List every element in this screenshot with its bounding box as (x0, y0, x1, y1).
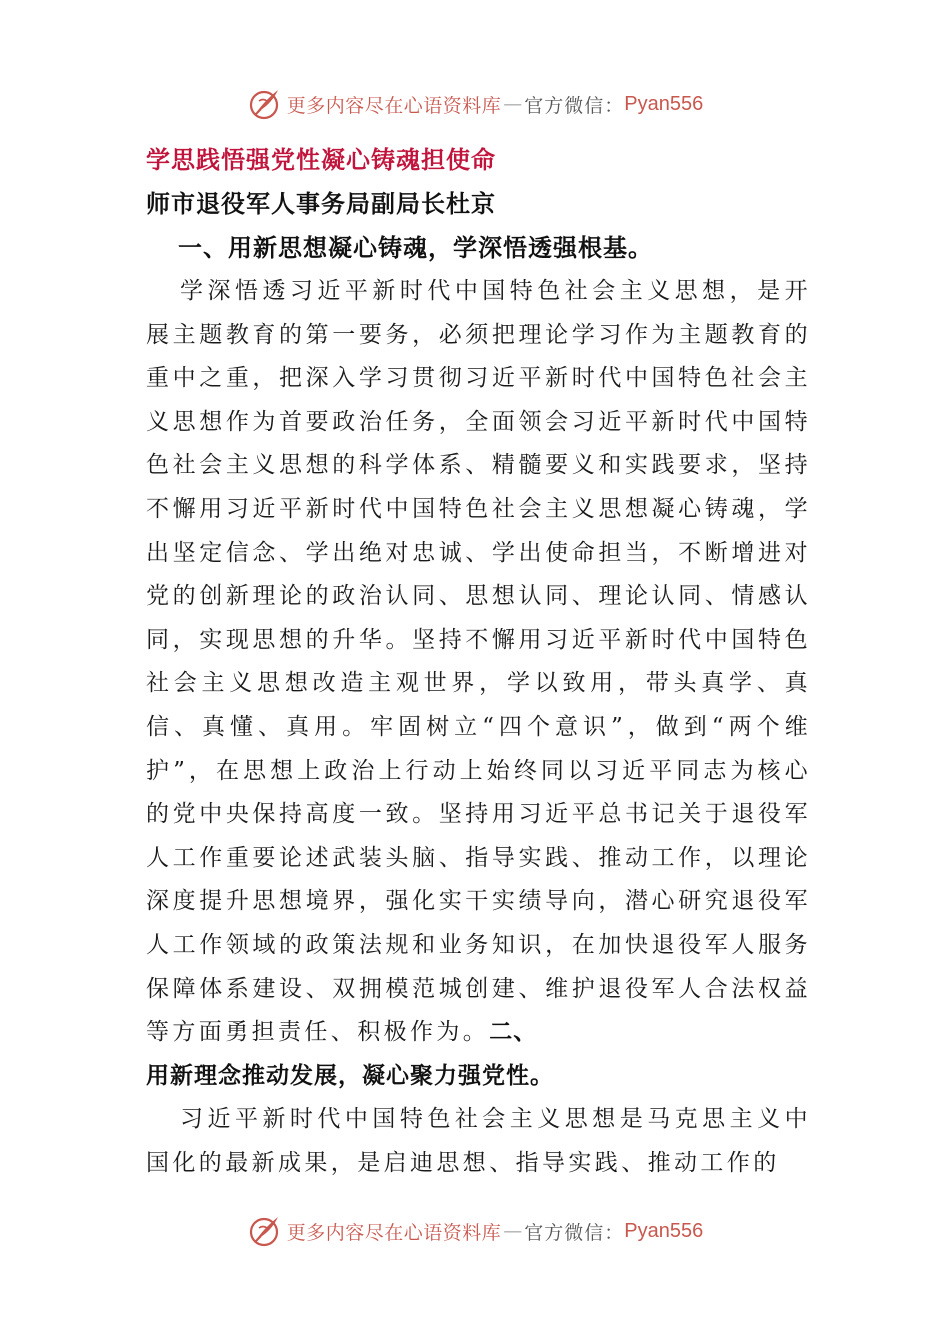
banner-wechat-id: Pyan556 (624, 1219, 704, 1242)
banner-dash: — (503, 1220, 523, 1242)
quill-logo-icon (247, 86, 283, 122)
banner-wechat-id: Pyan556 (624, 92, 704, 115)
header-banner (0, 84, 950, 124)
section2-heading-number: 二、 (489, 1019, 538, 1046)
author-line: 师市退役军人事务局副局长杜京 (146, 190, 496, 218)
section2-heading-line (146, 1055, 811, 1099)
section1-heading: 一、用新思想凝心铸魂，学深悟透强根基。 (178, 234, 653, 262)
banner-site-text: 更多内容尽在心语资料库 (286, 1221, 502, 1244)
banner-wechat-label: 官方微信： (524, 1221, 625, 1244)
document-body (146, 138, 811, 1185)
banner-site-text: 更多内容尽在心语资料库 (286, 94, 502, 117)
footer-banner (0, 1211, 950, 1251)
banner-dash: — (503, 93, 523, 115)
banner-wechat-label: 官方微信： (524, 94, 625, 117)
section1-paragraph-text: 学深悟透习近平新时代中国特色社会主义思想，是开展主题教育的第一要务，必须把理论学习作为主题教育的重中之重，把深入学习贯彻习近平新时代中国特色社会主义思想作为首要政治任务，全面领会习近平新时代中国特色社会主义思想的科学体系、精髓要义和实践要求，坚持不懈用习近平新时代中国特色社会主义思想凝心铸魂，学出坚定信念、学出绝对忠诚、学出使命担当，不断增进对党的创新理论的政治认同、思想认同、理论认同、情感认同，实现思想的升华。坚持不懈用习近平新时代中国特色社会主义思想改造主观世界，学以致用，带头真学、真信、真懂、真用。牢固树立“四个意识”，做到“两个维护”，在思想上政治上行动上始终同以习近平同志为核心的党中央保持高度一致。坚持用习近平总书记关于退役军人工作重要论述武装头脑、指导实践、推动工作，以理论深度提升思想境界，强化实干实绩导向，潜心研究退役军人工作领域的政策法规和业务知识，在加快退役军人服务保障体系建设、双拥模范城创建、维护退役军人合法权益等方面勇担责任、积极作为。 (146, 278, 811, 1046)
section1-paragraph (146, 270, 811, 1055)
quill-logo-icon (247, 1213, 283, 1249)
section2-paragraph: 习近平新时代中国特色社会主义思想是马克思主义中国化的最新成果，是启迪思想、指导实践、推动工作的 (146, 1106, 811, 1176)
section2-heading-text: 用新理念推动发展，凝心聚力强党性。 (146, 1062, 554, 1089)
document-title: 学思践悟强党性凝心铸魂担使命 (146, 146, 496, 174)
